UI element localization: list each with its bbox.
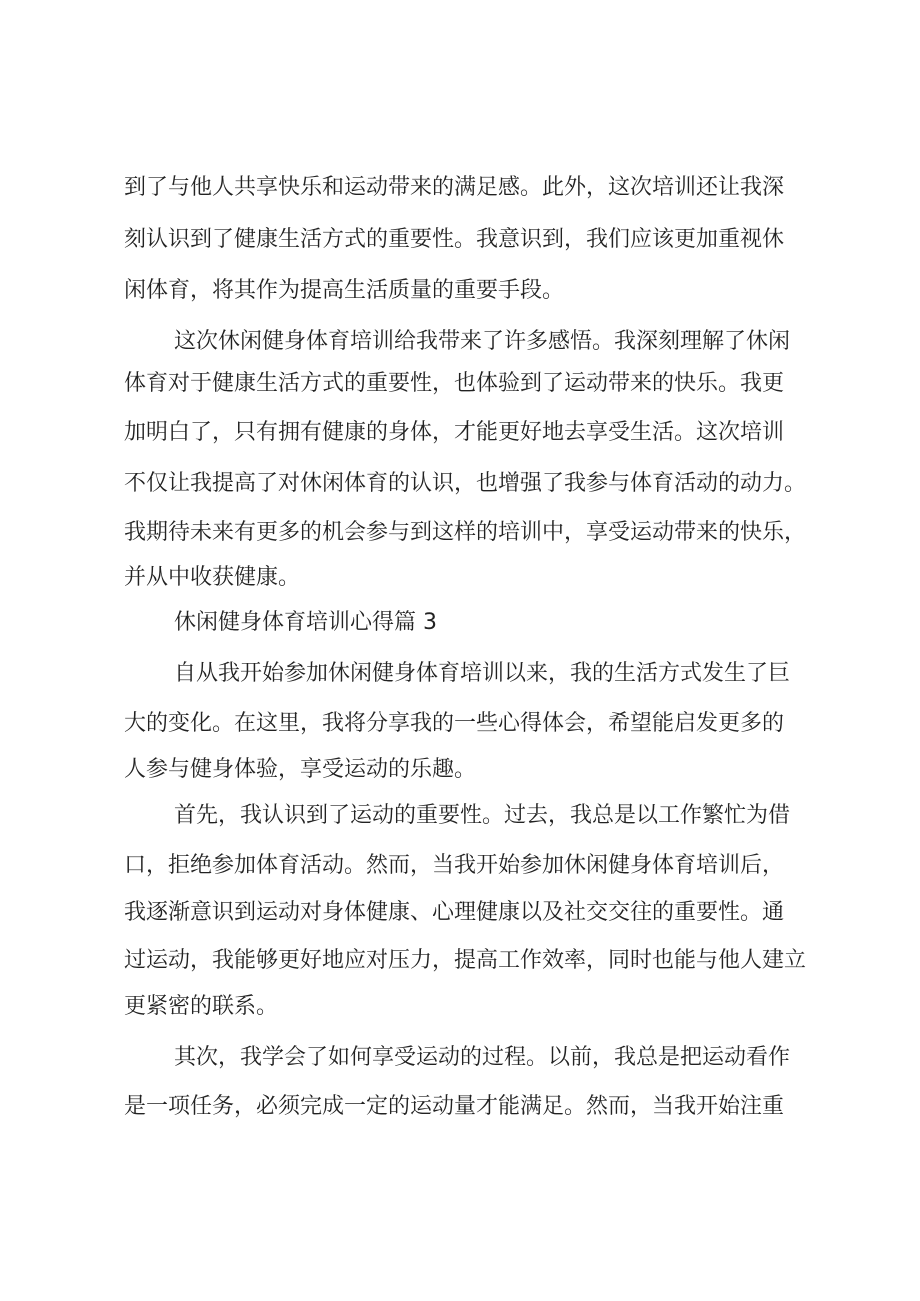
text-line: 其次，我学会了如何享受运动的过程。以前，我总是把运动看作	[174, 1045, 791, 1070]
text-line: 体育对于健康生活方式的重要性，也体验到了运动带来的快乐。我更	[124, 371, 785, 396]
text-line: 首先，我认识到了运动的重要性。过去，我总是以工作繁忙为借	[174, 803, 791, 828]
text-line: 这次休闲健身体育培训给我带来了许多感悟。我深刻理解了休闲	[174, 329, 791, 354]
text-line: 加明白了，只有拥有健康的身体，才能更好地去享受生活。这次培训	[124, 420, 785, 445]
text-line: 大的变化。在这里，我将分享我的一些心得体会，希望能启发更多的	[124, 711, 785, 736]
text-line: 我逐渐意识到运动对身体健康、心理健康以及社交交往的重要性。通	[124, 900, 785, 925]
text-line: 到了与他人共享快乐和运动带来的满足感。此外，这次培训还让我深	[124, 175, 785, 200]
text-line: 闲体育，将其作为提高生活质量的重要手段。	[124, 278, 565, 303]
text-line: 我期待未来有更多的机会参与到这样的培训中，享受运动带来的快乐，	[124, 520, 807, 545]
text-line: 不仅让我提高了对休闲体育的认识，也增强了我参与体育活动的动力。	[124, 471, 807, 496]
text-line: 口，拒绝参加体育活动。然而，当我开始参加休闲健身体育培训后，	[124, 853, 785, 878]
text-line: 刻认识到了健康生活方式的重要性。我意识到，我们应该更加重视休	[124, 227, 785, 252]
text-line: 自从我开始参加休闲健身体育培训以来，我的生活方式发生了巨	[174, 661, 791, 686]
text-line: 过运动，我能够更好地应对压力，提高工作效率，同时也能与他人建立	[124, 948, 807, 973]
text-line: 并从中收获健康。	[124, 565, 301, 590]
text-line: 更紧密的联系。	[124, 994, 279, 1019]
section-heading: 休闲健身体育培训心得篇 3	[174, 610, 437, 635]
text-line: 是一项任务，必须完成一定的运动量才能满足。然而，当我开始注重	[124, 1094, 785, 1119]
text-line: 人参与健身体验，享受运动的乐趣。	[124, 757, 477, 782]
